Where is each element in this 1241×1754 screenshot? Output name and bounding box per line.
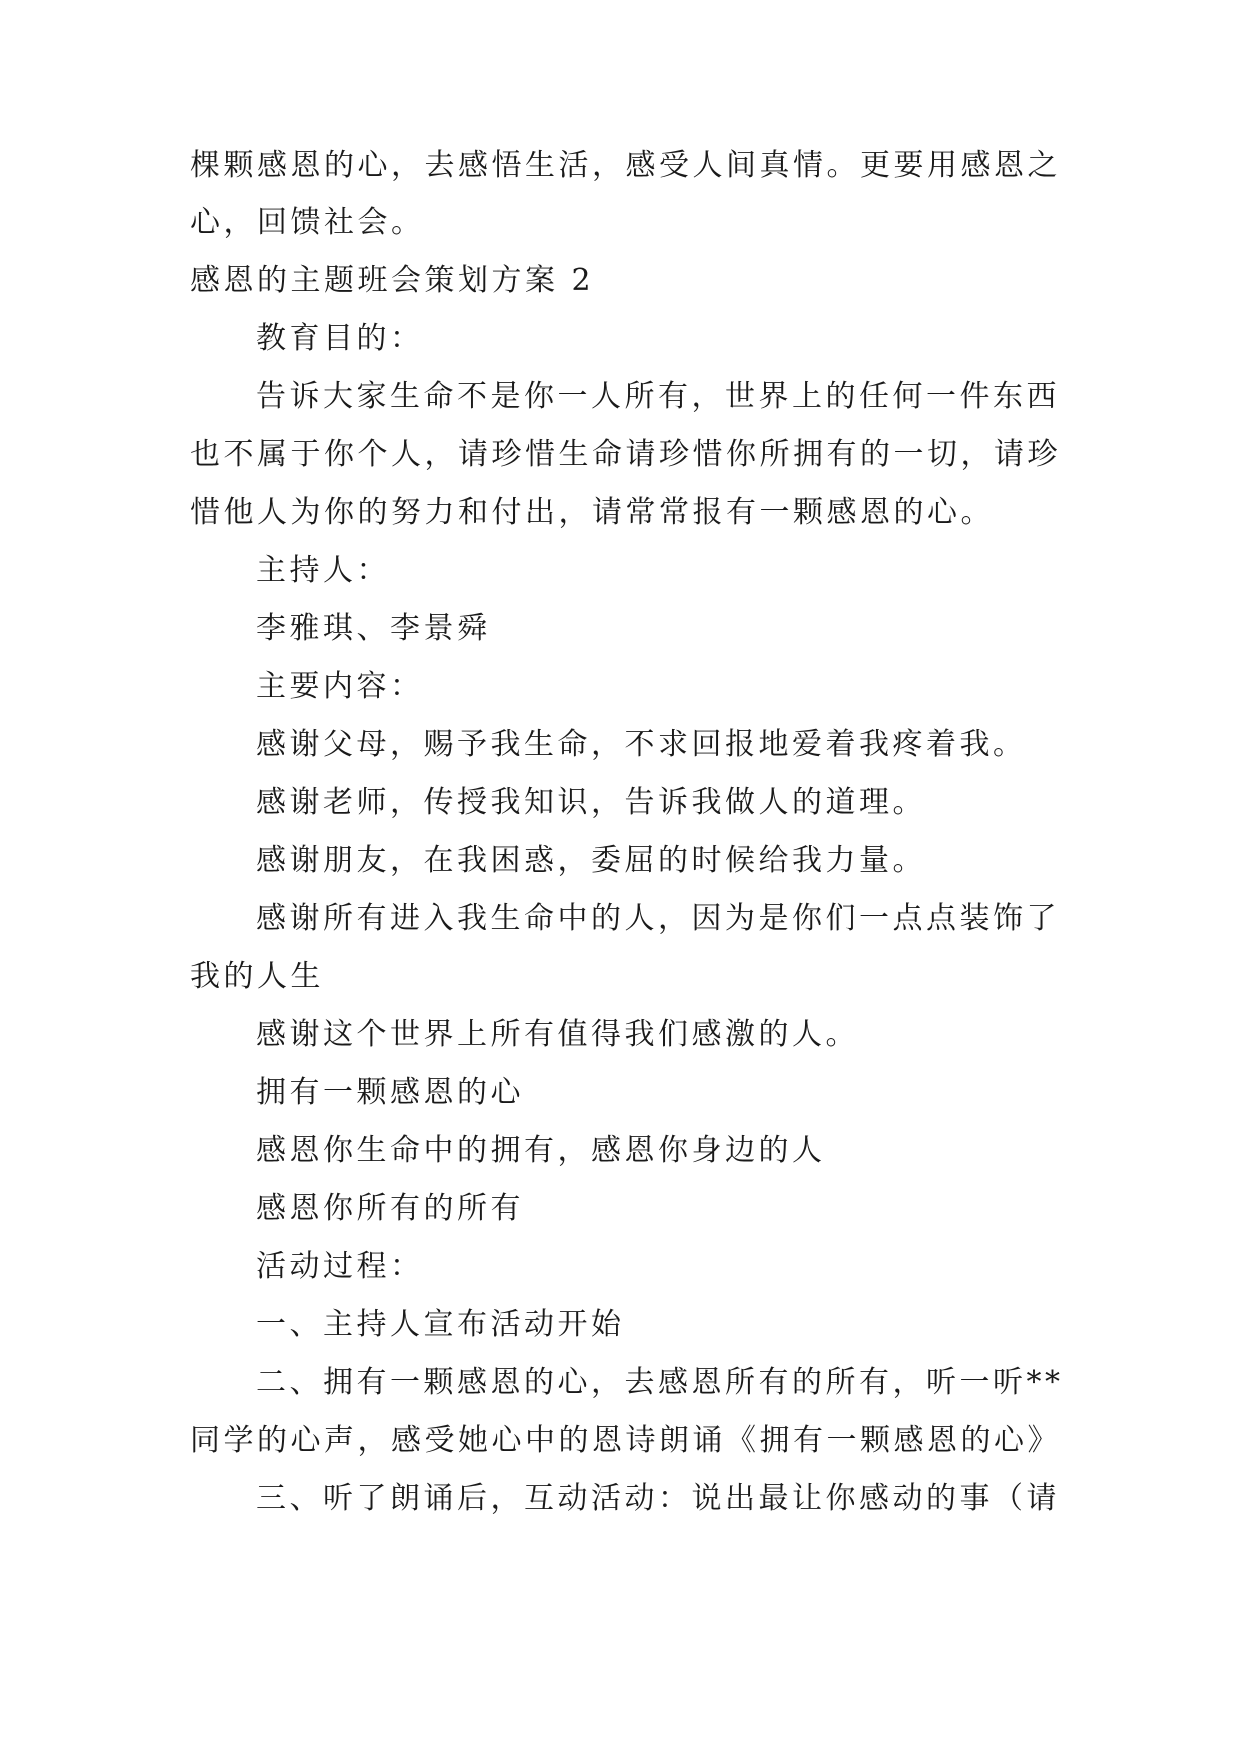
text-line: 李雅琪、李景舜 — [256, 611, 491, 646]
text-line: 感谢这个世界上所有值得我们感激的人。 — [256, 1017, 859, 1052]
text-line: 感谢父母，赐予我生命，不求回报地爱着我疼着我。 — [256, 727, 1027, 762]
text-line: 感恩你生命中的拥有，感恩你身边的人 — [256, 1133, 826, 1168]
text-line: 二、拥有一颗感恩的心，去感恩所有的所有，听一听** — [256, 1365, 1064, 1400]
text-line: 主持人： — [256, 553, 390, 588]
text-line: 也不属于你个人，请珍惜生命请珍惜你所拥有的一切，请珍 — [190, 437, 1061, 472]
text-line: 感谢老师，传授我知识，告诉我做人的道理。 — [256, 785, 926, 820]
text-line: 感恩你所有的所有 — [256, 1191, 524, 1226]
text-line: 三、听了朗诵后，互动活动：说出最让你感动的事（请 — [256, 1481, 1060, 1516]
text-line: 感谢所有进入我生命中的人，因为是你们一点点装饰了 — [256, 901, 1060, 936]
text-line: 拥有一颗感恩的心 — [256, 1075, 524, 1110]
text-line: 我的人生 — [190, 959, 324, 994]
section-heading: 感恩的主题班会策划方案 2 — [190, 263, 595, 298]
text-line: 棵颗感恩的心，去感悟生活，感受人间真情。更要用感恩之 — [190, 148, 1061, 183]
text-line: 主要内容： — [256, 669, 424, 704]
text-line: 告诉大家生命不是你一人所有，世界上的任何一件东西 — [256, 379, 1060, 414]
text-line: 感谢朋友，在我困惑，委屈的时候给我力量。 — [256, 843, 926, 878]
text-line: 心，回馈社会。 — [190, 205, 425, 240]
text-line: 教育目的： — [256, 321, 424, 356]
text-line: 惜他人为你的努力和付出，请常常报有一颗感恩的心。 — [190, 495, 994, 530]
text-line: 一、主持人宣布活动开始 — [256, 1307, 625, 1342]
text-line: 同学的心声，感受她心中的恩诗朗诵《拥有一颗感恩的心》 — [190, 1423, 1061, 1458]
text-line: 活动过程： — [256, 1249, 424, 1284]
